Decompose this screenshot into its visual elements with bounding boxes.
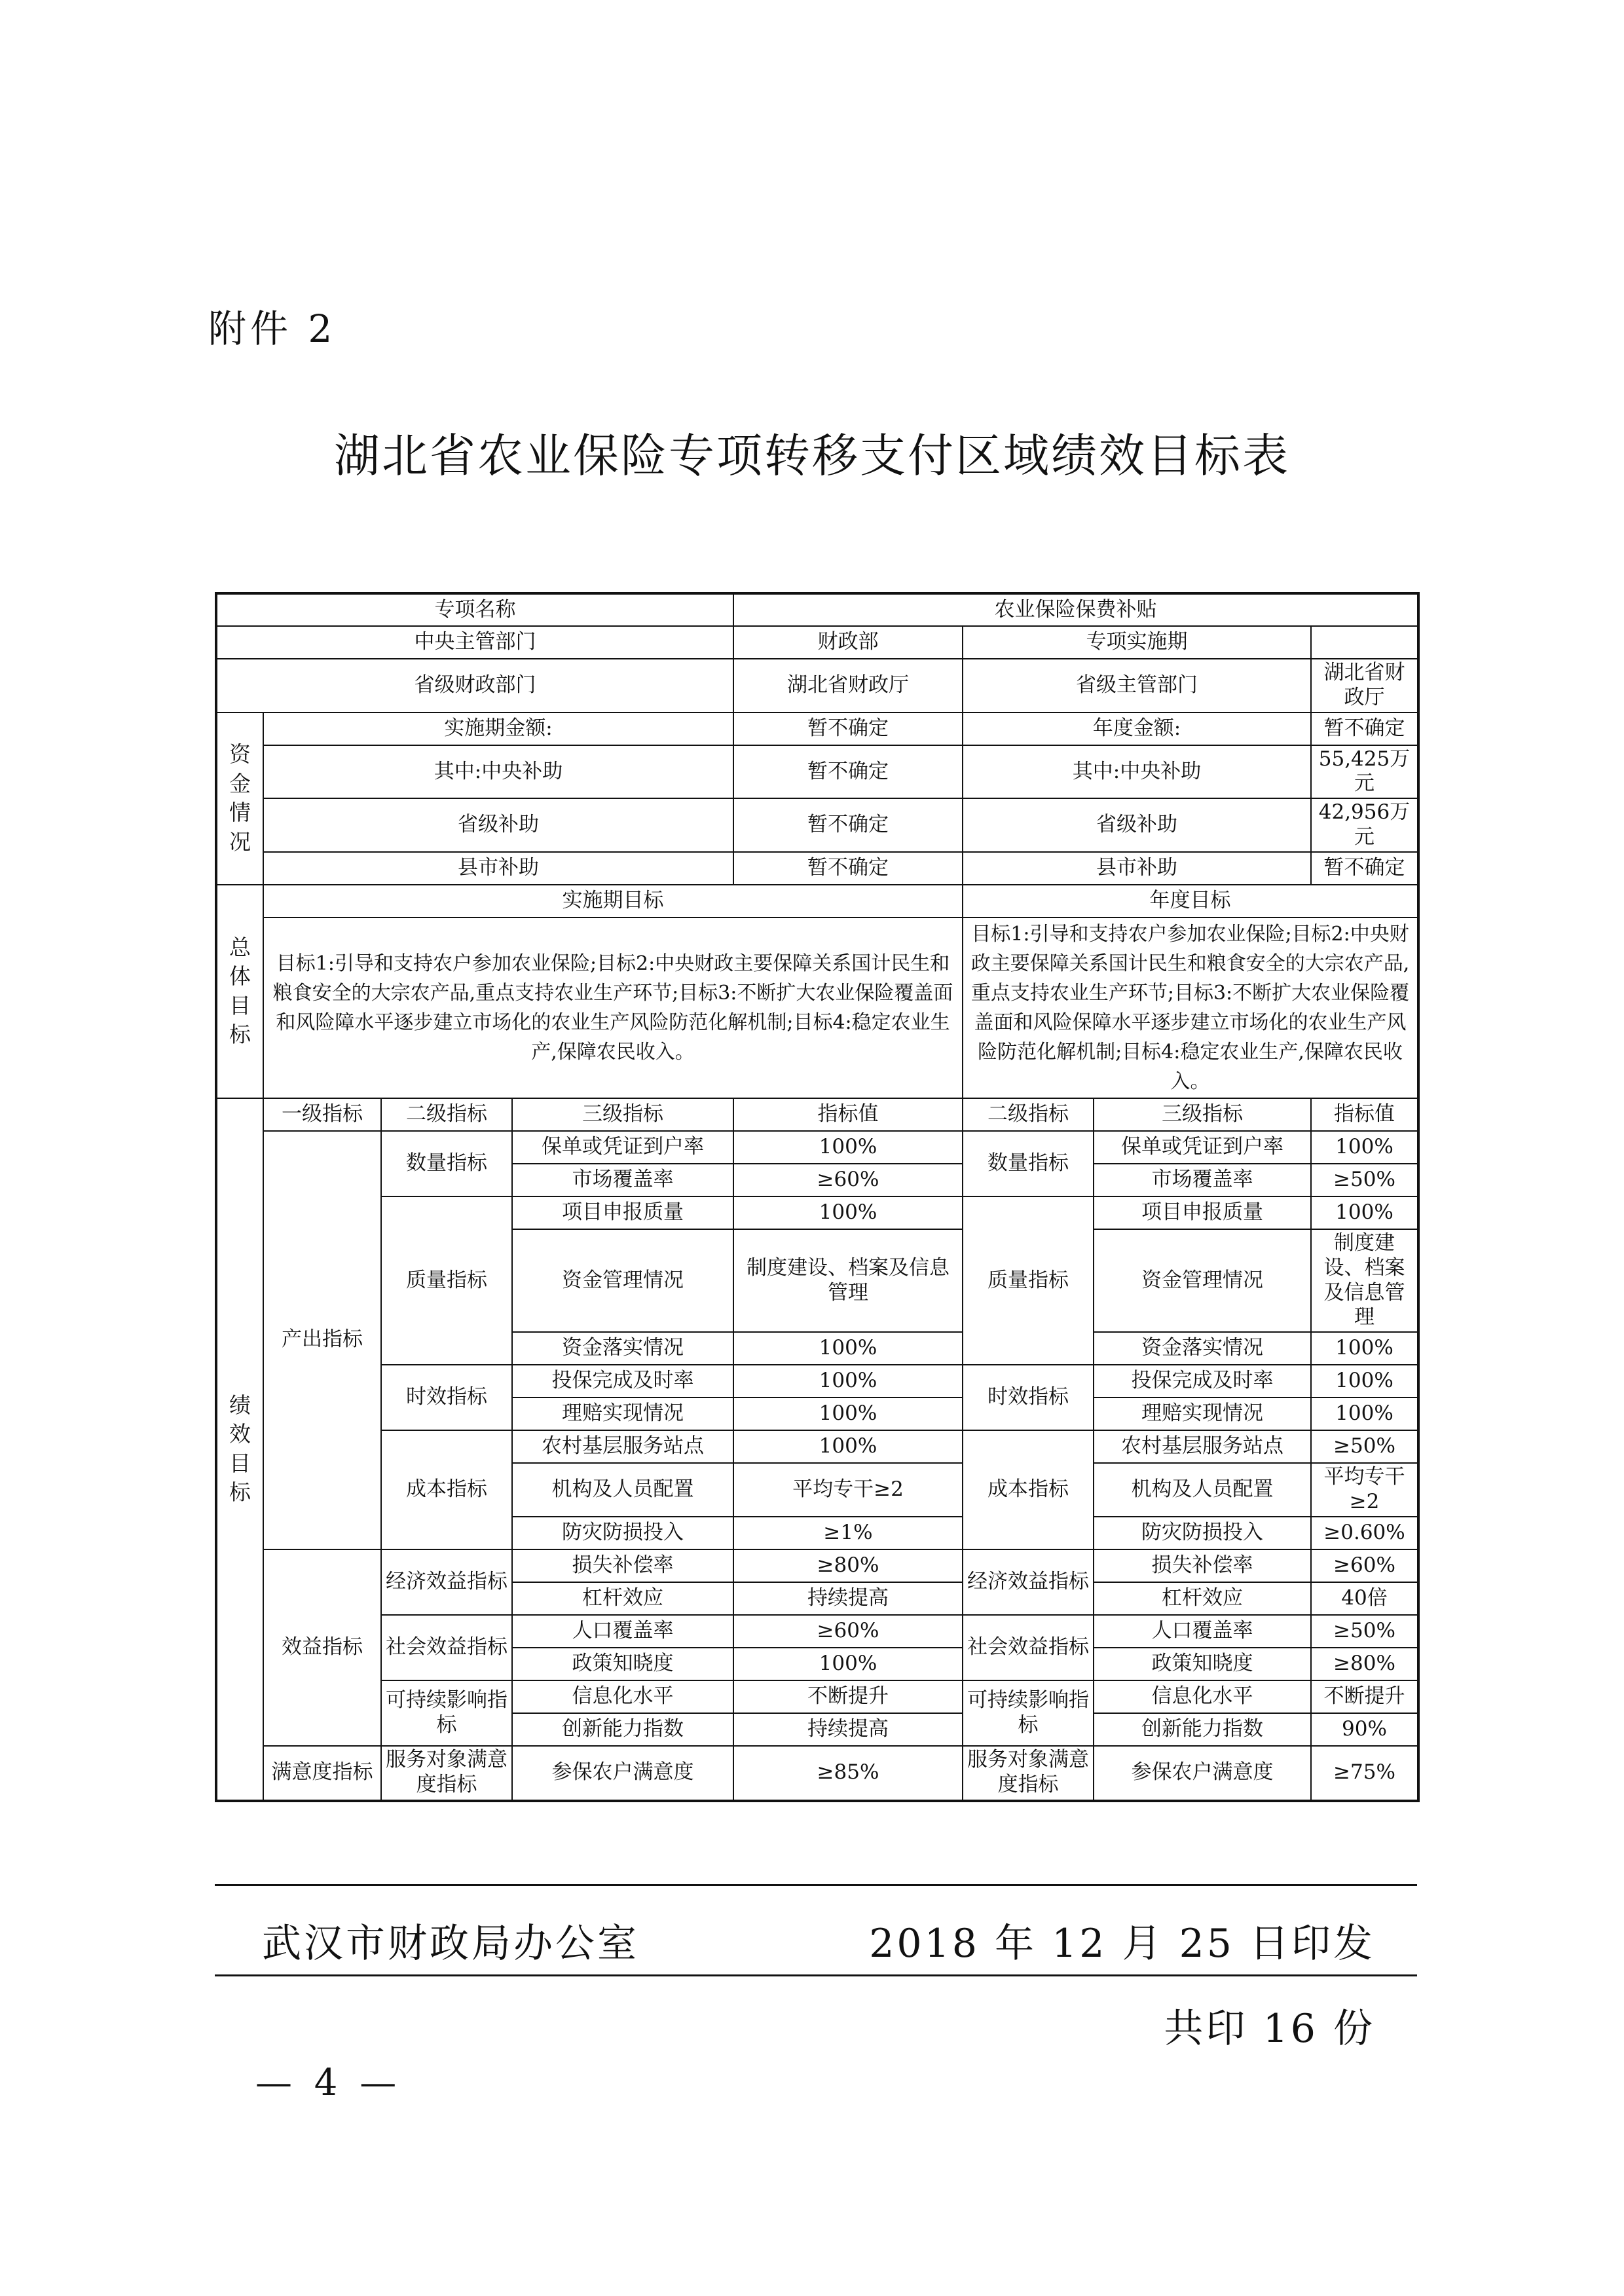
indicator-value-annual: 100% (1311, 1398, 1418, 1430)
indicator-l3-annual: 保单或凭证到户率 (1094, 1131, 1311, 1164)
indicator-l2: 质量指标 (381, 1196, 512, 1365)
issue-date: 2018 年 12 月 25 日印发 (869, 1921, 1375, 1967)
period-goal-header: 实施期目标 (263, 885, 963, 917)
indicator-value-annual: 100% (1311, 1365, 1418, 1398)
footer-mid-rule (215, 1974, 1417, 1976)
copies-count: 共印 16 份 (1164, 2006, 1375, 2052)
indicator-value-annual: ≥80% (1311, 1648, 1418, 1680)
indicator-l3-annual: 农村基层服务站点 (1094, 1430, 1311, 1463)
indicator-l2: 数量指标 (381, 1131, 512, 1196)
project-name-label: 专项名称 (216, 593, 733, 626)
indicator-value: ≥85% (733, 1746, 963, 1801)
indicator-l2-annual: 社会效益指标 (963, 1615, 1094, 1680)
indicator-l3: 投保完成及时率 (512, 1365, 733, 1398)
indicator-l3: 防灾防损投入 (512, 1517, 733, 1549)
indicator-l2-annual: 质量指标 (963, 1196, 1094, 1365)
indicator-l3-annual: 政策知晓度 (1094, 1648, 1311, 1680)
indicator-l3: 参保农户满意度 (512, 1746, 733, 1801)
indicator-l3-annual: 资金管理情况 (1094, 1229, 1311, 1332)
provincial-subsidy-annual: 42,956万元 (1311, 798, 1418, 852)
indicator-l2: 经济效益指标 (381, 1549, 512, 1615)
indicator-l3: 理赔实现情况 (512, 1398, 733, 1430)
indicator-l3-annual: 投保完成及时率 (1094, 1365, 1311, 1398)
annual-goal-text: 目标1:引导和支持农户参加农业保险;目标2:中央财政主要保障关系国计民生和粮食安全的大宗农产品,重点支持农业生产环节;目标3:不断扩大农业保险覆盖面和风险保障水平逐步建立市场化的农业生产风险防范化解机制;目标4:稳定农业生产,保障农民收入。 (963, 917, 1418, 1098)
indicator-l3-annual: 创新能力指数 (1094, 1713, 1311, 1746)
central-subsidy-period: 暂不确定 (733, 745, 963, 799)
indicator-value-annual: ≥75% (1311, 1746, 1418, 1801)
indicator-l3-annual: 资金落实情况 (1094, 1332, 1311, 1365)
indicator-value: 100% (733, 1648, 963, 1680)
indicator-l3-annual: 防灾防损投入 (1094, 1517, 1311, 1549)
central-dept-label: 中央主管部门 (216, 626, 733, 659)
indicator-value-annual: 100% (1311, 1131, 1418, 1164)
indicator-value-annual: ≥0.60% (1311, 1517, 1418, 1549)
period-label: 专项实施期 (963, 626, 1311, 659)
indicator-l2-annual: 服务对象满意度指标 (963, 1746, 1094, 1801)
indicator-value-annual: 100% (1311, 1332, 1418, 1365)
indicator-l2: 成本指标 (381, 1430, 512, 1549)
central-dept: 财政部 (733, 626, 963, 659)
indicator-value: 100% (733, 1365, 963, 1398)
indicator-l3-annual: 损失补偿率 (1094, 1549, 1311, 1582)
issuer: 武汉市财政局办公室 (262, 1921, 639, 1967)
indicator-l3-annual: 理赔实现情况 (1094, 1398, 1311, 1430)
indicator-value: 100% (733, 1398, 963, 1430)
indicator-value-annual: 平均专干≥2 (1311, 1463, 1418, 1517)
indicator-l2-annual: 经济效益指标 (963, 1549, 1094, 1615)
central-subsidy-label-annual: 其中:中央补助 (963, 745, 1311, 799)
indicator-l3-annual: 市场覆盖率 (1094, 1164, 1311, 1196)
satisfaction-indicator-label: 满意度指标 (263, 1746, 381, 1801)
indicator-value-annual: 100% (1311, 1196, 1418, 1229)
performance-section-label: 绩效目标 (216, 1098, 263, 1801)
period-total: 暂不确定 (733, 713, 963, 745)
page-number: — 4 — (255, 2062, 402, 2104)
annual-goal-header: 年度目标 (963, 885, 1418, 917)
col-level2-header: 二级指标 (381, 1098, 512, 1131)
document-title: 湖北省农业保险专项转移支付区域绩效目标表 (334, 429, 1290, 483)
county-subsidy-label: 县市补助 (263, 852, 733, 885)
performance-target-table (215, 592, 1420, 1802)
indicator-l2-annual: 可持续影响指标 (963, 1680, 1094, 1746)
indicator-value: ≥60% (733, 1615, 963, 1648)
indicator-value: ≥1% (733, 1517, 963, 1549)
county-subsidy-label-annual: 县市补助 (963, 852, 1311, 885)
indicator-l3: 农村基层服务站点 (512, 1430, 733, 1463)
county-subsidy-period: 暂不确定 (733, 852, 963, 885)
indicator-value: 持续提高 (733, 1582, 963, 1615)
output-indicator-label: 产出指标 (263, 1131, 381, 1549)
annual-total: 暂不确定 (1311, 713, 1418, 745)
col-value-header-annual: 指标值 (1311, 1098, 1418, 1131)
indicator-l3-annual: 信息化水平 (1094, 1680, 1311, 1713)
indicator-value-annual: ≥50% (1311, 1164, 1418, 1196)
overall-section-label: 总体目标 (216, 885, 263, 1098)
col-level3-header-annual: 三级指标 (1094, 1098, 1311, 1131)
indicator-value-annual: ≥50% (1311, 1430, 1418, 1463)
indicator-l2: 服务对象满意度指标 (381, 1746, 512, 1801)
indicator-value: 100% (733, 1131, 963, 1164)
indicator-value-annual: 40倍 (1311, 1582, 1418, 1615)
indicator-value-annual: 不断提升 (1311, 1680, 1418, 1713)
indicator-l3: 资金管理情况 (512, 1229, 733, 1332)
central-subsidy-label: 其中:中央补助 (263, 745, 733, 799)
indicator-l3: 信息化水平 (512, 1680, 733, 1713)
indicator-l3: 机构及人员配置 (512, 1463, 733, 1517)
annual-total-label: 年度金额: (963, 713, 1311, 745)
project-name: 农业保险保费补贴 (733, 593, 1418, 626)
indicator-l3: 损失补偿率 (512, 1549, 733, 1582)
col-level3-header: 三级指标 (512, 1098, 733, 1131)
benefit-indicator-label: 效益指标 (263, 1549, 381, 1746)
indicator-value: 100% (733, 1430, 963, 1463)
indicator-l3: 项目申报质量 (512, 1196, 733, 1229)
indicator-value: ≥60% (733, 1164, 963, 1196)
provincial-subsidy-period: 暂不确定 (733, 798, 963, 852)
provincial-subsidy-label-annual: 省级补助 (963, 798, 1311, 852)
indicator-l2-annual: 数量指标 (963, 1131, 1094, 1196)
indicator-l3-annual: 人口覆盖率 (1094, 1615, 1311, 1648)
indicator-value: 持续提高 (733, 1713, 963, 1746)
col-level2-header-annual: 二级指标 (963, 1098, 1094, 1131)
county-subsidy-annual: 暂不确定 (1311, 852, 1418, 885)
indicator-value-annual: ≥60% (1311, 1549, 1418, 1582)
indicator-l2: 可持续影响指标 (381, 1680, 512, 1746)
indicator-value-annual: 90% (1311, 1713, 1418, 1746)
indicator-l3: 市场覆盖率 (512, 1164, 733, 1196)
indicator-l3: 政策知晓度 (512, 1648, 733, 1680)
indicator-l2-annual: 时效指标 (963, 1365, 1094, 1430)
provincial-finance: 湖北省财政厅 (733, 659, 963, 713)
indicator-value: 不断提升 (733, 1680, 963, 1713)
period-total-label: 实施期金额: (263, 713, 733, 745)
indicator-value: ≥80% (733, 1549, 963, 1582)
indicator-l3-annual: 参保农户满意度 (1094, 1746, 1311, 1801)
col-level1-header: 一级指标 (263, 1098, 381, 1131)
provincial-dept: 湖北省财政厅 (1311, 659, 1418, 713)
col-value-header: 指标值 (733, 1098, 963, 1131)
central-subsidy-annual: 55,425万元 (1311, 745, 1418, 799)
indicator-value: 100% (733, 1196, 963, 1229)
funding-section-label: 资金情况 (216, 713, 263, 885)
indicator-l3-annual: 机构及人员配置 (1094, 1463, 1311, 1517)
indicator-l3-annual: 杠杆效应 (1094, 1582, 1311, 1615)
provincial-finance-label: 省级财政部门 (216, 659, 733, 713)
footer-top-rule (215, 1884, 1417, 1886)
indicator-value-annual: ≥50% (1311, 1615, 1418, 1648)
indicator-l3: 资金落实情况 (512, 1332, 733, 1365)
indicator-value: 制度建设、档案及信息管理 (733, 1229, 963, 1332)
indicator-l2: 社会效益指标 (381, 1615, 512, 1680)
indicator-l3: 人口覆盖率 (512, 1615, 733, 1648)
indicator-l3: 创新能力指数 (512, 1713, 733, 1746)
provincial-subsidy-label: 省级补助 (263, 798, 733, 852)
period-goal-text: 目标1:引导和支持农户参加农业保险;目标2:中央财政主要保障关系国计民生和粮食安全的大宗农产品,重点支持农业生产环节;目标3:不断扩大农业保险覆盖面和风险障水平逐步建立市场化的农业生产风险防范化解机制;目标4:稳定农业生产,保障农民收入。 (263, 917, 963, 1098)
indicator-l3-annual: 项目申报质量 (1094, 1196, 1311, 1229)
indicator-l2-annual: 成本指标 (963, 1430, 1094, 1549)
indicator-value: 平均专干≥2 (733, 1463, 963, 1517)
indicator-l3: 杠杆效应 (512, 1582, 733, 1615)
period-value (1311, 626, 1418, 659)
indicator-value: 100% (733, 1332, 963, 1365)
provincial-dept-label: 省级主管部门 (963, 659, 1311, 713)
indicator-l2: 时效指标 (381, 1365, 512, 1430)
indicator-l3: 保单或凭证到户率 (512, 1131, 733, 1164)
attachment-label: 附件 2 (208, 306, 337, 351)
indicator-value-annual: 制度建设、档案及信息管理 (1311, 1229, 1418, 1332)
